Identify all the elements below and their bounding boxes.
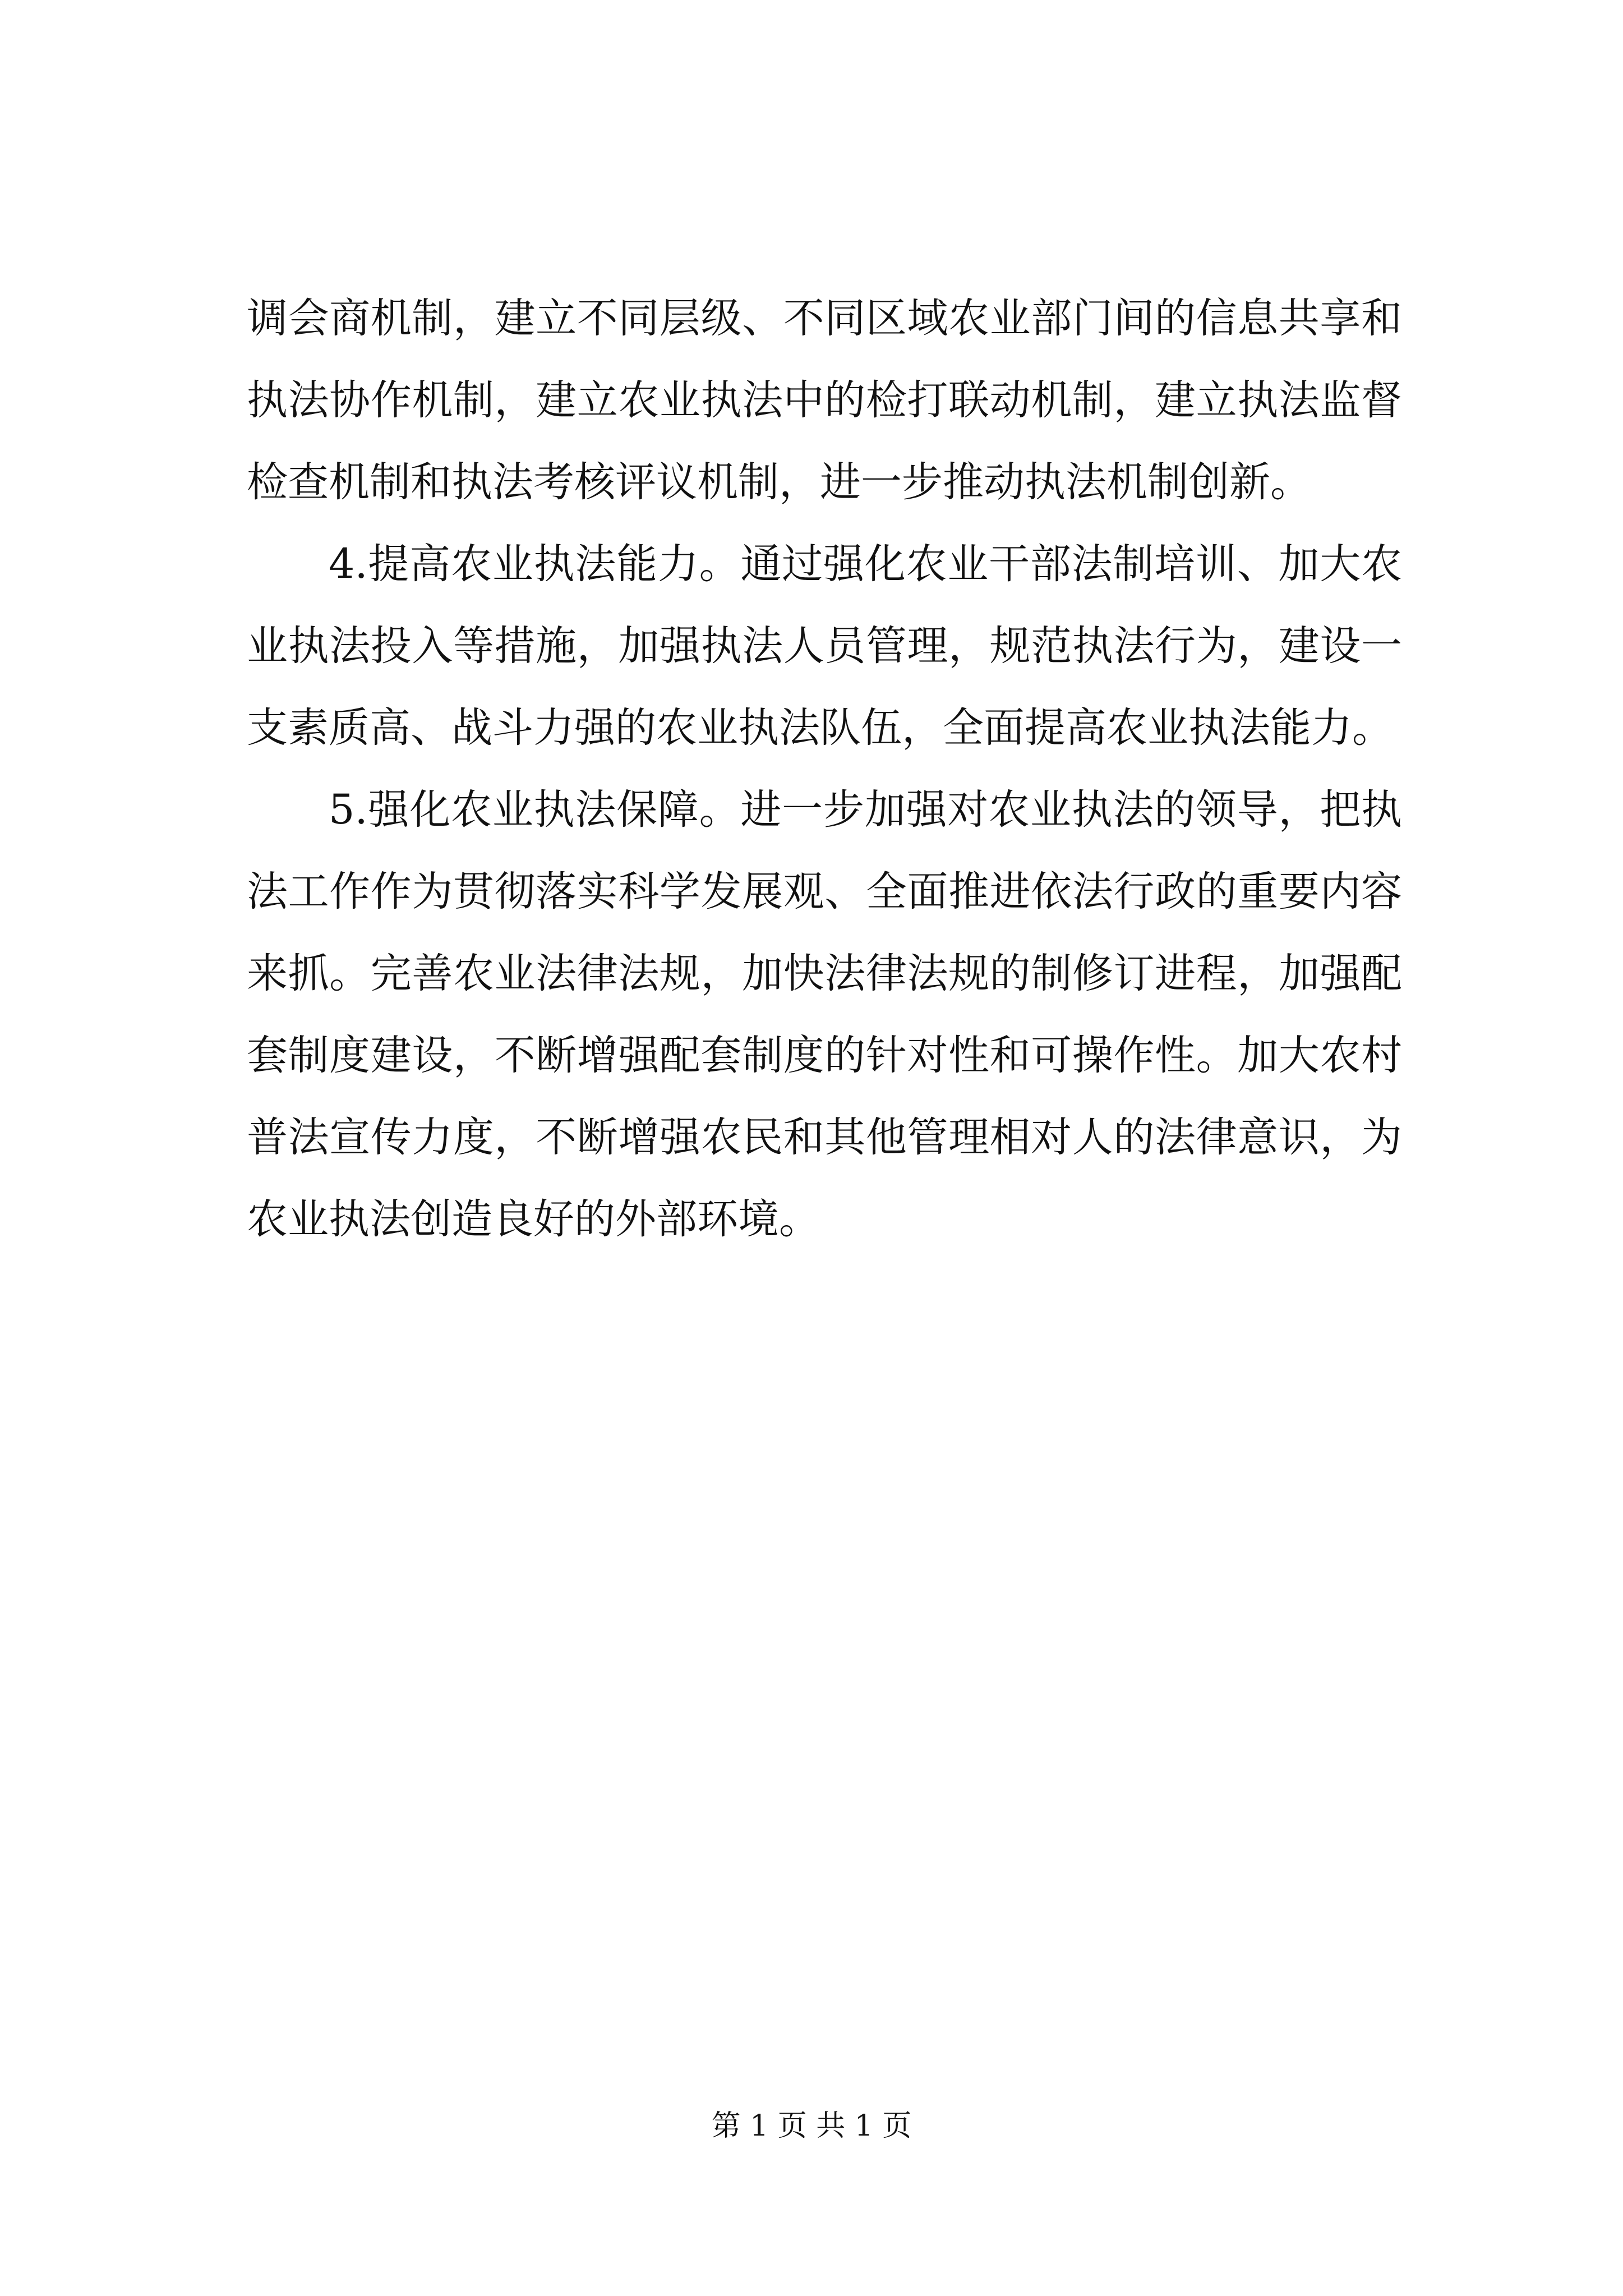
paragraph-line: 支素质高、战斗力强的农业执法队伍，全面提高农业执法能力。 — [247, 704, 1393, 752]
paragraph-line: 普法宣传力度，不断增强农民和其他管理相对人的法律意识，为 — [247, 1114, 1402, 1161]
paragraph-line: 农业执法创造良好的外部环境。 — [247, 1195, 820, 1243]
paragraph-line: 4.提高农业执法能力。通过强化农业干部法制培训、加大农 — [329, 540, 1402, 588]
paragraph-line: 5.强化农业执法保障。进一步加强对农业执法的领导，把执 — [329, 786, 1402, 834]
paragraph-line: 检查机制和执法考核评议机制，进一步推动执法机制创新。 — [247, 458, 1311, 506]
paragraph-line: 执法协作机制，建立农业执法中的检打联动机制，建立执法监督 — [247, 376, 1402, 424]
paragraph-line: 业执法投入等措施，加强执法人员管理，规范执法行为，建设一 — [247, 622, 1402, 670]
paragraph-line: 法工作作为贯彻落实科学发展观、全面推进依法行政的重要内容 — [247, 868, 1402, 915]
paragraph-line: 套制度建设，不断增强配套制度的针对性和可操作性。加大农村 — [247, 1032, 1402, 1079]
page-number-footer: 第 1 页 共 1 页 — [711, 2109, 912, 2143]
paragraph-line: 来抓。完善农业法律法规，加快法律法规的制修订进程，加强配 — [247, 950, 1402, 997]
document-body — [247, 278, 1402, 1260]
paragraph-line: 调会商机制，建立不同层级、不同区域农业部门间的信息共享和 — [247, 295, 1402, 342]
